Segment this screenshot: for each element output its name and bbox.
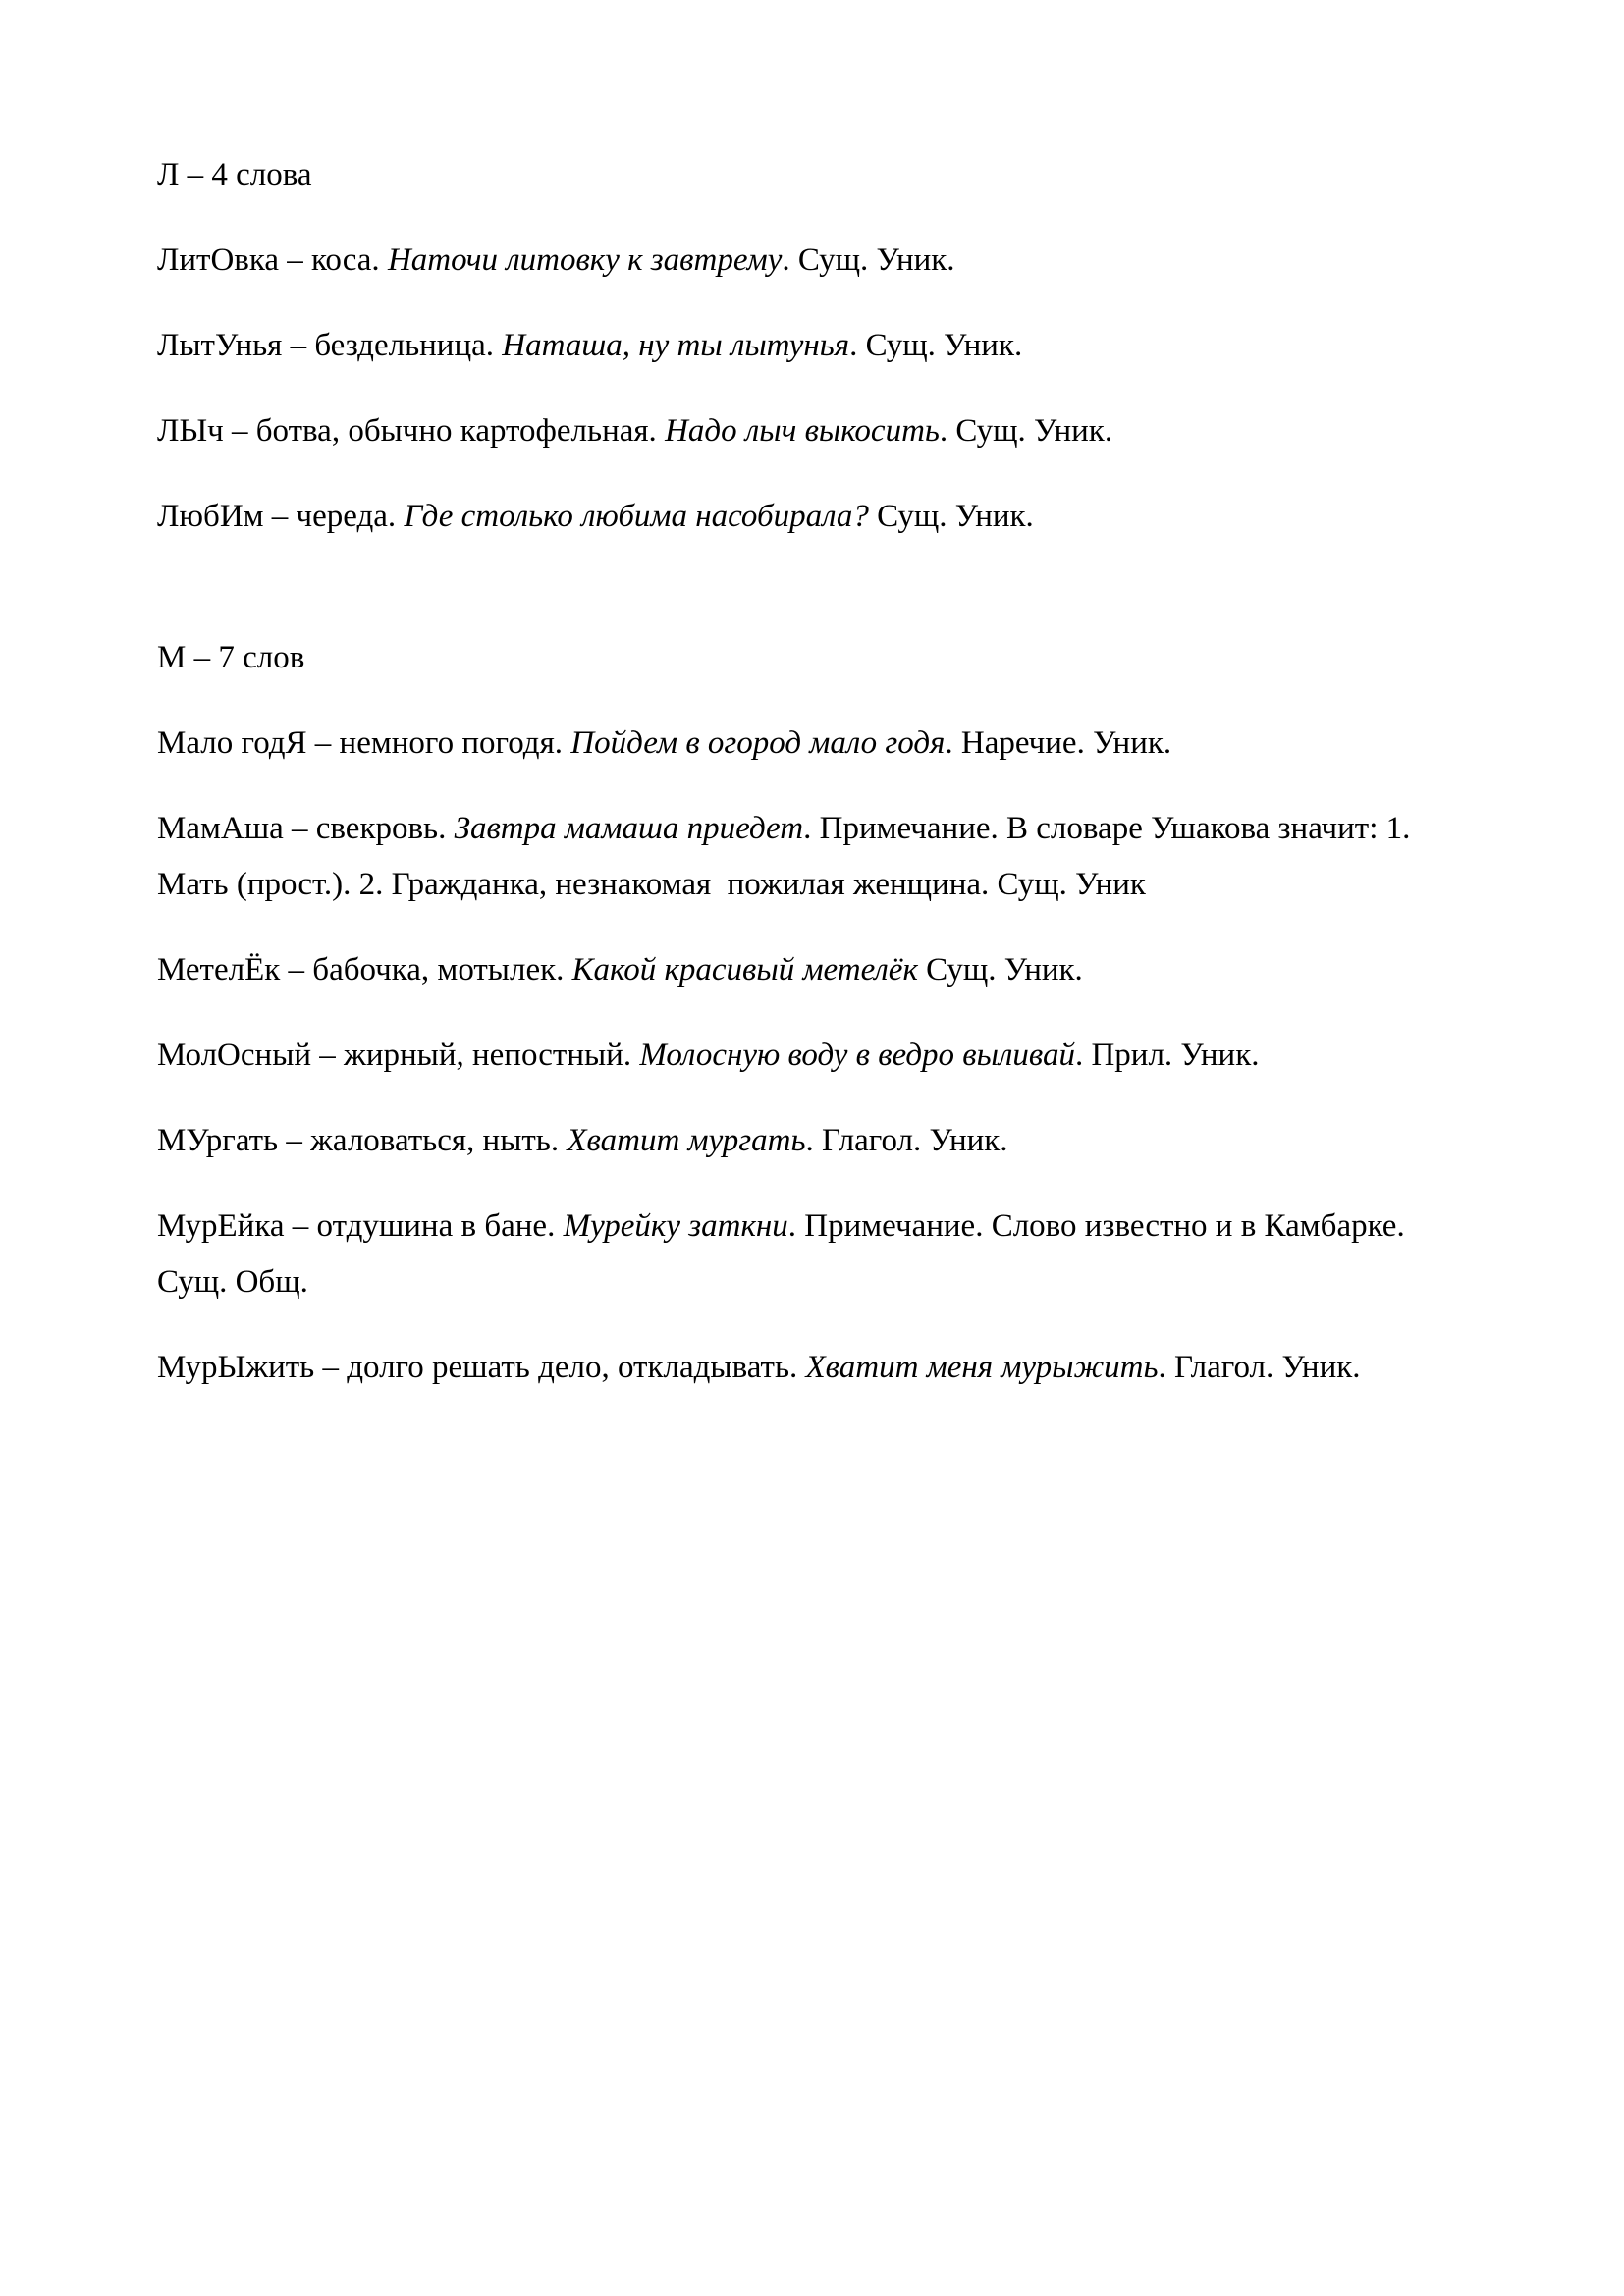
example-sentence: Где столько любима насобирала? xyxy=(404,499,869,534)
entry-line xyxy=(157,1340,1467,1396)
entry-text: МолОсный – жирный, непостный. xyxy=(157,1038,640,1073)
entry-text: . Примечание. Слово известно и в Камбарке. xyxy=(787,1208,1405,1244)
entry-line xyxy=(157,1255,1467,1310)
entry-text: . Глагол. Уник. xyxy=(805,1123,1008,1158)
entry-text: . Прил. Уник. xyxy=(1074,1038,1260,1073)
entry-text: . Глагол. Уник. xyxy=(1158,1350,1361,1385)
example-sentence: Молосную воду в ведро выливай xyxy=(639,1038,1075,1073)
entry-text: МУргать – жаловаться, ныть. xyxy=(157,1123,568,1158)
example-sentence: Хватит меня мурыжить xyxy=(805,1350,1159,1385)
example-sentence: Мурейку заткни xyxy=(563,1208,788,1244)
example-sentence: Завтра мамаша приедет xyxy=(454,811,804,846)
example-sentence: Наточи литовку к завтрему xyxy=(387,242,783,278)
example-sentence: Пойдем в огород мало годя xyxy=(570,725,946,761)
entry-text: МамАша – свекровь. xyxy=(157,811,455,846)
entry-text: . Сущ. Уник. xyxy=(939,413,1113,449)
entry-text: ЛытУнья – бездельница. xyxy=(157,328,503,363)
dictionary-entry xyxy=(157,318,1467,374)
entry-text: . Примечание. В словаре Ушакова значит: 1. xyxy=(803,811,1411,846)
dictionary-entry xyxy=(157,1340,1467,1396)
entry-line xyxy=(157,403,1467,459)
entry-text: Сущ. Общ. xyxy=(157,1264,308,1300)
dictionary-entry xyxy=(157,1028,1467,1084)
section-heading: Л – 4 слова xyxy=(157,157,312,192)
dictionary-entry xyxy=(157,801,1467,913)
entry-text: МурЕйка – отдушина в бане. xyxy=(157,1208,564,1244)
entry-line xyxy=(157,489,1467,545)
dictionary-entry xyxy=(157,942,1467,998)
entry-text: Мало годЯ – немного погодя. xyxy=(157,725,571,761)
dictionary-entry xyxy=(157,716,1467,772)
entry-text: . Сущ. Уник. xyxy=(782,242,955,278)
entry-line xyxy=(157,233,1467,289)
example-sentence: Какой красивый метелёк xyxy=(571,952,918,988)
example-sentence: Наташа, ну ты лытунья xyxy=(502,328,850,363)
entry-line xyxy=(157,857,1467,913)
dictionary-entry xyxy=(157,403,1467,459)
example-sentence: Хватит мургать xyxy=(567,1123,806,1158)
entry-line xyxy=(157,801,1467,857)
entry-text: Мать (прост.). 2. Гражданка, незнакомая пожилая женщина. Сущ. Уник xyxy=(157,867,1146,902)
entry-text: МетелЁк – бабочка, мотылек. xyxy=(157,952,572,988)
entry-text: . Сущ. Уник. xyxy=(849,328,1023,363)
entry-text: Сущ. Уник. xyxy=(917,952,1083,988)
entry-text: ЛюбИм – череда. xyxy=(157,499,405,534)
section-M xyxy=(157,630,1467,1396)
entry-line xyxy=(157,942,1467,998)
entry-line xyxy=(157,1113,1467,1169)
entry-text: Сущ. Уник. xyxy=(868,499,1034,534)
dictionary-entry xyxy=(157,233,1467,289)
dictionary-entry xyxy=(157,489,1467,545)
entry-text: ЛЫч – ботва, обычно картофельная. xyxy=(157,413,666,449)
entry-text: . Наречие. Уник. xyxy=(945,725,1172,761)
entry-line xyxy=(157,1199,1467,1255)
dictionary-entry xyxy=(157,1199,1467,1310)
section-heading: М – 7 слов xyxy=(157,640,305,675)
entry-line xyxy=(157,716,1467,772)
entry-line xyxy=(157,318,1467,374)
dictionary-content xyxy=(157,147,1467,1396)
dictionary-entry xyxy=(157,1113,1467,1169)
entry-line xyxy=(157,1028,1467,1084)
entry-text: МурЫжить – долго решать дело, откладывать. xyxy=(157,1350,806,1385)
entry-text: ЛитОвка – коса. xyxy=(157,242,388,278)
section-L xyxy=(157,147,1467,545)
example-sentence: Надо лыч выкосить xyxy=(665,413,940,449)
